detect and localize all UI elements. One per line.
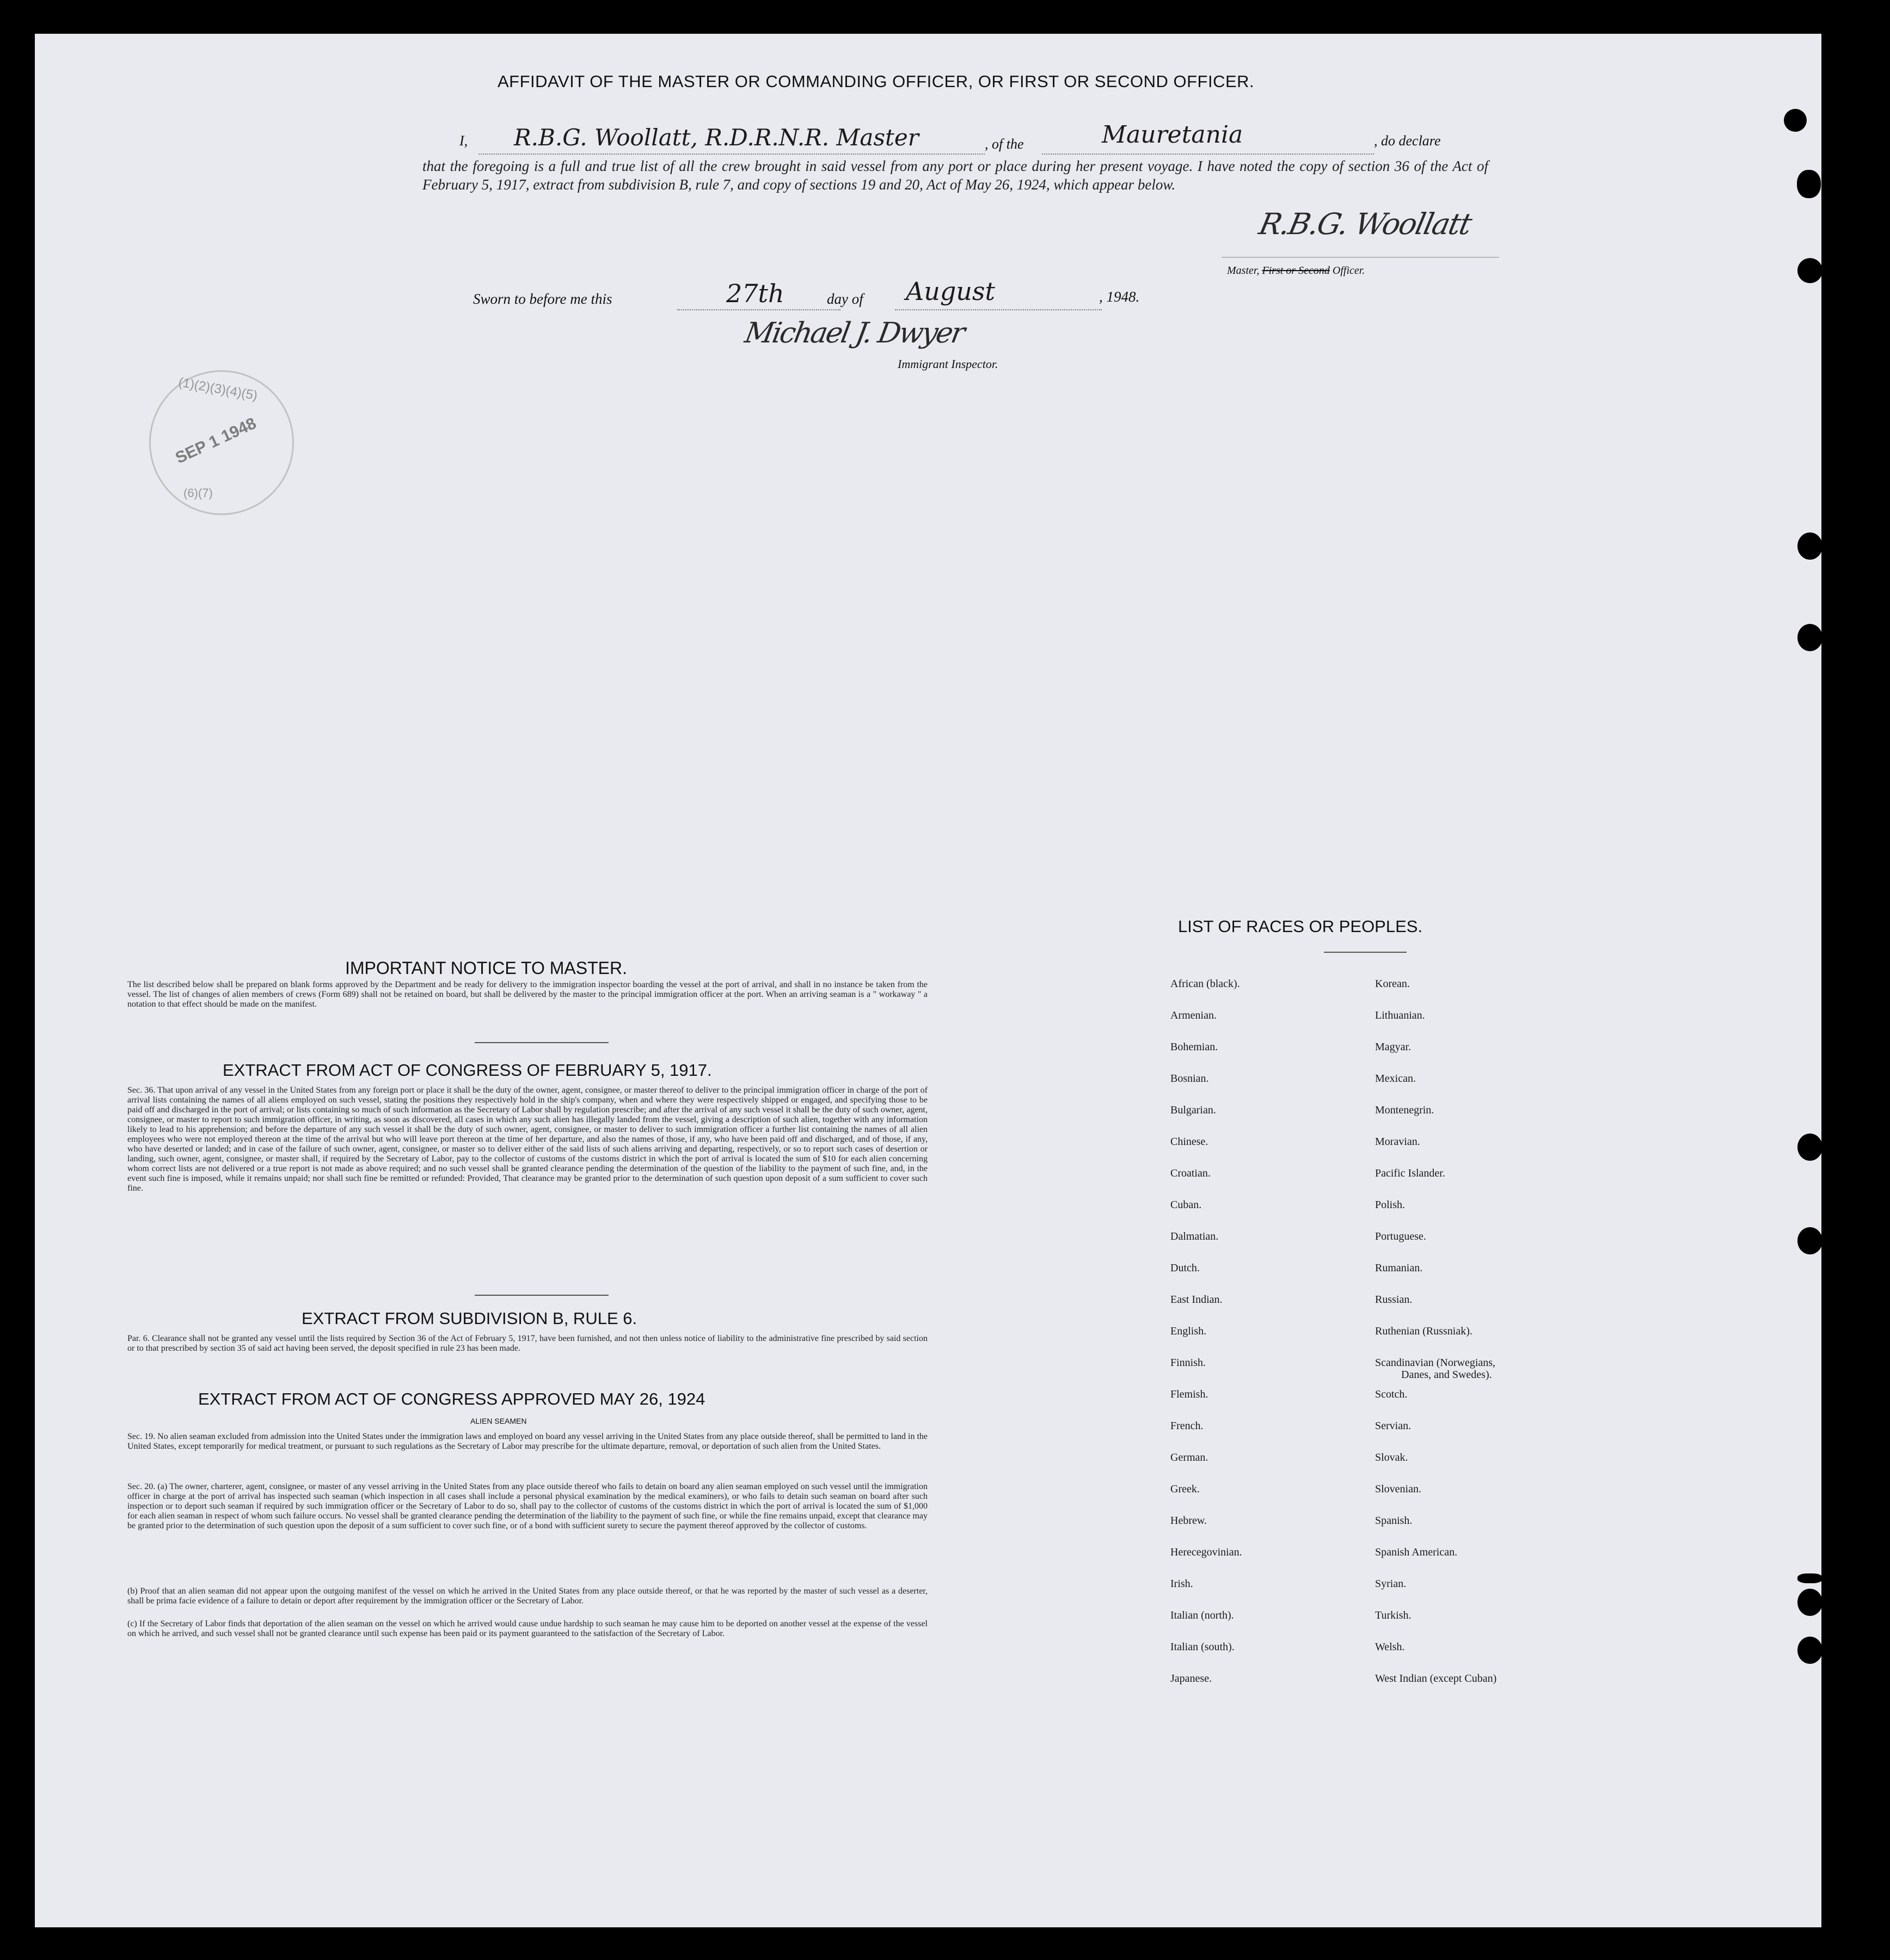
race-item: Japanese. xyxy=(1170,1673,1212,1685)
race-item: Syrian. xyxy=(1375,1578,1407,1590)
race-item: Irish. xyxy=(1170,1578,1193,1590)
section-divider xyxy=(475,1042,609,1043)
race-item: Bohemian. xyxy=(1170,1041,1218,1053)
race-item: African (black). xyxy=(1170,978,1240,990)
stamp-ring-bottom: (6)(7) xyxy=(183,486,213,500)
sec-20b-text: (b) Proof that an alien seaman did not appear upon the outgoing manifest of the vessel on which he arrived in the United States from any place outside thereof, or that he was reported by the master of such vessel as a deserter, shall be prima facie evidence of a failure to detain or deport after requirement by the immigration officer or the Secretary of Labor. xyxy=(127,1587,928,1606)
sec-20c-text: (c) If the Secretary of Labor finds that deportation of the alien seaman on the vessel on which he arrived would cause undue hardship to such seaman he may cause him to be deported on another vessel at the expense of the vessel on which he arrived, and such vessel shall not be granted clearance until such expense has been paid or its payment guaranteed to the satisfaction of the Secretary of Labor. xyxy=(127,1619,928,1638)
race-item: Scandinavian (Norwegians, xyxy=(1375,1357,1496,1369)
stamp-date: SEP 1 1948 xyxy=(173,414,259,468)
rule-6-body: Par. 6. Clearance shall not be granted any vessel until the lists required by Section 36 of the Act of February 5, 1917, have been furnished, and not then unless notice of liability to the administrative fine prescribed by said section or to that prescribed by section 35 of said act having been served, the deposit specified in rule 23 has been made. xyxy=(127,1334,928,1353)
race-item-continuation: Danes, and Swedes). xyxy=(1401,1369,1492,1381)
race-item: Croatian. xyxy=(1170,1167,1211,1179)
master-signature: R.B.G. Woollatt xyxy=(1256,207,1474,241)
race-item: Moravian. xyxy=(1375,1136,1420,1148)
affidavit-title: AFFIDAVIT OF THE MASTER OR COMMANDING OFFICER, OR FIRST OR SECOND OFFICER. xyxy=(498,72,1255,91)
notice-body: The list described below shall be prepared on blank forms approved by the Department and be ready for delivery to the immigration inspector boarding the vessel at the port of arrival, and shall in no instance be taken from the vessel. The list of changes of alien members of crews (Form 689) shall not be retained on board, but shall be delivered by the master to the principal immigration officer at the port. When an arriving seaman is a " workaway " a notation to that effect should be made on the manifest. xyxy=(127,980,928,1009)
race-item: Herecegovinian. xyxy=(1170,1546,1242,1558)
punch-hole xyxy=(1797,532,1822,560)
race-item: Spanish American. xyxy=(1375,1546,1458,1558)
race-item: Scotch. xyxy=(1375,1388,1408,1400)
sworn-month: August xyxy=(906,277,996,306)
race-item: Ruthenian (Russniak). xyxy=(1375,1325,1472,1337)
races-title: LIST OF RACES OR PEOPLES. xyxy=(1178,917,1423,936)
race-item: Chinese. xyxy=(1170,1136,1208,1148)
races-title-underline xyxy=(1324,952,1407,953)
race-item: English. xyxy=(1170,1325,1207,1337)
race-item: German. xyxy=(1170,1451,1208,1463)
officer-label-suffix: Officer. xyxy=(1332,265,1365,277)
race-item: Turkish. xyxy=(1375,1609,1412,1621)
sec-19-text: Sec. 19. No alien seaman excluded from admission into the United States under the immigration laws and employed on board any vessel arriving in the United States from any place outside thereof, shall be permitted to land in the United States, except temporarily for medical treatment, or pursuant to such regulations as the Secretary of Labor may prescribe for the ultimate departure, removal, or deportation of such alien from the United States. xyxy=(127,1432,928,1451)
notice-title: IMPORTANT NOTICE TO MASTER. xyxy=(345,958,627,978)
do-declare-label: , do declare xyxy=(1374,133,1441,149)
punch-hole xyxy=(1797,258,1822,283)
race-item: Russian. xyxy=(1375,1294,1413,1306)
race-item: Montenegrin. xyxy=(1375,1104,1434,1116)
race-item: Magyar. xyxy=(1375,1041,1412,1053)
officer-label-struck: First or Second xyxy=(1262,265,1330,277)
race-item: Armenian. xyxy=(1170,1009,1217,1021)
race-item: Polish. xyxy=(1375,1199,1406,1211)
punch-hole xyxy=(1797,1589,1822,1616)
race-item: Pacific Islander. xyxy=(1375,1167,1445,1179)
section-divider xyxy=(475,1295,609,1296)
officer-label-prefix: Master, xyxy=(1227,265,1260,277)
extract-1917-title: EXTRACT FROM ACT OF CONGRESS OF FEBRUARY 5, 1917. xyxy=(223,1061,712,1080)
race-item: Welsh. xyxy=(1375,1641,1405,1653)
sworn-prefix: Sworn to before me this xyxy=(473,291,612,307)
race-item: French. xyxy=(1170,1420,1204,1432)
race-item: Rumanian. xyxy=(1375,1262,1423,1274)
punch-hole xyxy=(1797,1637,1822,1664)
extract-1917-body: Sec. 36. That upon arrival of any vessel in the United States from any foreign port or place it shall be the duty of the owner, agent, consignee, or master thereof to deliver to the principal immigration officer in charge of the port of arrival lists containing the names of all aliens employed on such vessel, stating the positions they respectively hold in the ship's company, when and where they were respectively shipped or engaged, and specifying those to be paid off and discharged in the port of arrival; or lists containing so much of such information as the Secretary of Labor shall by regulation prescribe; and after the arrival of any such vessel it shall be the duty of such owner, agent, consignee, or master to report to such immigration officer, in writing, as soon as discovered, all cases in which any such alien has illegally landed from the vessel, giving a description of such alien, together with any information likely to lead to his apprehension; and before the departure of any such vessel it shall be the duty of such owner, agent, consignee, or master to deliver to such immigration officer a further list containing the names of all alien employees who were not employed thereon at the time of the arrival but who will leave port thereon at the time of her departure, and also the names of those, if any, who have been paid off and discharged, and of those, if any, who have deserted or landed; and in case of the failure of such owner, agent, consignee, or master so to deliver either of the said lists of such aliens arriving and departing, respectively, or so to report such cases of desertion or landing, such owner, agent, consignee, or master shall, if required by the Secretary of Labor, pay to the collector of customs of the customs district in which the port of arrival is located the sum of $10 for each alien concerning whom correct lists are not delivered or a true report is not made as above required; and no such vessel shall be granted clearance pending the determination of the question of the liability to the payment of such fine, and, in the event such fine is imposed, while it remains unpaid; nor shall such fine be remitted or refunded: Provided, That clearance may be granted prior to the determination of such question upon deposit of a sum sufficient to cover such fine. xyxy=(127,1086,928,1193)
sec-20a-text: Sec. 20. (a) The owner, charterer, agent, consignee, or master of any vessel arriving in the United States from any place outside thereof who fails to detain on board any alien seaman employed on such vessel until the immigration officer in charge at the port of arrival has inspected such seaman (which inspection in all cases shall include a personal physical examination by the medical examiners), or who fails to detain such seaman on board after such inspection or to deport such seaman if required by such immigration officer or the Secretary of Labor to do so, shall pay to the collector of customs of the customs district in which the port of arrival is located the sum of $1,000 for each alien seaman in respect of whom such failure occurs. No vessel shall be granted clearance pending the determination of the liability to the payment of such fine, or while the fine remains unpaid, except that clearance may be granted prior to the determination of such question upon the deposit of a sum sufficient to cover such fine, or of a bond with sufficient surety to secure the payment thereof approved by the collector of customs. xyxy=(127,1482,928,1530)
affidavit-body: that the foregoing is a full and true list of all the crew brought in said vessel from any port or place during her present voyage. I have noted the copy of section 36 of the Act of February 5, 1917, extract from subdivision B, rule 7, and copy of sections 19 and 20, Act of May 26, 1924, which appear below. xyxy=(422,158,1488,193)
race-item: Dutch. xyxy=(1170,1262,1200,1274)
race-item: Korean. xyxy=(1375,978,1410,990)
month-blank xyxy=(895,309,1102,310)
signature-line xyxy=(1222,257,1499,258)
day-of-label: day of xyxy=(827,291,863,307)
punch-hole xyxy=(1797,1227,1822,1254)
race-item: Finnish. xyxy=(1170,1357,1206,1369)
day-blank xyxy=(677,309,840,310)
race-item: Flemish. xyxy=(1170,1388,1208,1400)
race-item: Cuban. xyxy=(1170,1199,1202,1211)
race-item: Servian. xyxy=(1375,1420,1412,1432)
inspection-stamp xyxy=(149,370,294,515)
race-item: Hebrew. xyxy=(1170,1515,1207,1527)
race-item: Dalmatian. xyxy=(1170,1230,1219,1242)
sworn-day: 27th xyxy=(726,279,784,308)
race-item: Italian (north). xyxy=(1170,1609,1234,1621)
name-blank xyxy=(478,154,985,155)
punch-hole xyxy=(1797,624,1822,651)
officer-label xyxy=(1227,265,1365,277)
sworn-year: , 1948. xyxy=(1099,289,1140,305)
punch-hole xyxy=(1797,170,1821,198)
of-the-label: , of the xyxy=(985,136,1024,152)
race-item: Portuguese. xyxy=(1375,1230,1426,1242)
stamp-ring-top: (1)(2)(3)(4)(5) xyxy=(177,375,259,403)
race-item: Bulgarian. xyxy=(1170,1104,1216,1116)
race-item: Slovak. xyxy=(1375,1451,1408,1463)
i-label: I, xyxy=(459,133,468,149)
race-item: Slovenian. xyxy=(1375,1483,1421,1495)
punch-hole xyxy=(1797,1134,1822,1161)
race-item: East Indian. xyxy=(1170,1294,1223,1306)
race-item: Greek. xyxy=(1170,1483,1200,1495)
race-item: Bosnian. xyxy=(1170,1073,1209,1085)
race-item: Italian (south). xyxy=(1170,1641,1235,1653)
document-sheet xyxy=(35,34,1821,1927)
master-name: R.B.G. Woollatt, R.D.R.N.R. Master xyxy=(514,124,919,151)
race-item: West Indian (except Cuban) xyxy=(1375,1673,1497,1685)
vessel-name: Mauretania xyxy=(1102,121,1243,149)
extract-1924-title: EXTRACT FROM ACT OF CONGRESS APPROVED MAY 26, 1924 xyxy=(198,1389,705,1408)
inspector-label: Immigrant Inspector. xyxy=(898,357,998,371)
punch-hole xyxy=(1797,1573,1822,1583)
inspector-signature: Michael J. Dwyer xyxy=(742,317,966,350)
rule-6-title: EXTRACT FROM SUBDIVISION B, RULE 6. xyxy=(302,1309,637,1328)
race-item: Lithuanian. xyxy=(1375,1009,1425,1021)
alien-seamen-subtitle: ALIEN SEAMEN xyxy=(470,1417,527,1425)
race-item: Mexican. xyxy=(1375,1073,1416,1085)
vessel-blank xyxy=(1042,154,1374,155)
punch-hole xyxy=(1784,109,1807,132)
race-item: Spanish. xyxy=(1375,1515,1413,1527)
